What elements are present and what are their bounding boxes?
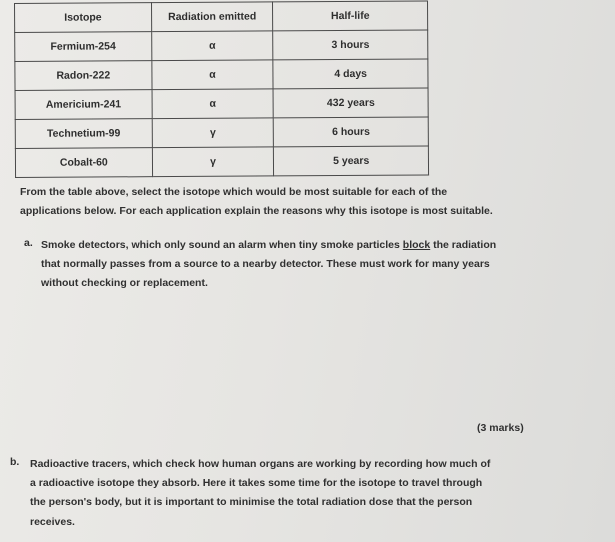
question-b-line-1: Radioactive tracers, which check how human organs are working by recording how much of: [30, 458, 491, 470]
cell-half-life: 4 days: [273, 59, 428, 89]
intro-line-2: applications below. For each application explain the reasons why this isotope is most suitable.: [20, 205, 493, 217]
cell-isotope: Americium-241: [15, 90, 152, 120]
table-row: [15, 88, 428, 120]
cell-half-life: 6 hours: [274, 117, 429, 147]
question-a-line-2: that normally passes from a source to a nearby detector. These must work for many years: [41, 258, 490, 270]
question-a-line-3: without checking or replacement.: [41, 277, 208, 289]
cell-radiation: α: [151, 31, 273, 61]
question-a-line-1: [41, 237, 496, 254]
cell-half-life: 432 years: [273, 88, 428, 118]
cell-radiation: α: [152, 60, 274, 90]
cell-radiation: α: [152, 89, 274, 119]
table-row: [15, 146, 428, 178]
question-b-letter: b.: [10, 456, 20, 468]
cell-isotope: Technetium-99: [15, 119, 152, 149]
question-b-line-4: receives.: [30, 516, 75, 528]
intro-line-1: From the table above, select the isotope which would be most suitable for each of the: [20, 186, 448, 198]
header-isotope: Isotope: [15, 3, 152, 33]
table-header-row: [15, 1, 428, 33]
isotope-table: [14, 0, 429, 178]
cell-radiation: γ: [152, 147, 274, 177]
cell-isotope: Cobalt-60: [15, 148, 152, 178]
cell-half-life: 5 years: [274, 146, 429, 176]
table-row: [15, 117, 428, 149]
question-a-line-1-post: the radiation: [430, 239, 497, 251]
header-half-life: Half-life: [273, 1, 428, 31]
table-row: [15, 59, 428, 91]
cell-isotope: Radon-222: [15, 61, 152, 91]
cell-isotope: Fermium-254: [15, 32, 152, 62]
question-b-line-3: the person's body, but it is important to minimise the total radiation dose that the person: [30, 496, 473, 508]
table-row: [15, 30, 428, 62]
question-a-letter: a.: [24, 237, 33, 249]
question-b-line-2: a radioactive isotope they absorb. Here it takes some time for the isotope to travel through: [30, 477, 483, 489]
question-a-underlined-word: block: [402, 239, 431, 251]
cell-half-life: 3 hours: [273, 30, 428, 60]
question-a-line-1-pre: Smoke detectors, which only sound an alarm when tiny smoke particles: [41, 239, 403, 251]
header-radiation-emitted: Radiation emitted: [151, 2, 273, 32]
question-a-marks: (3 marks): [477, 422, 524, 434]
cell-radiation: γ: [152, 118, 274, 148]
